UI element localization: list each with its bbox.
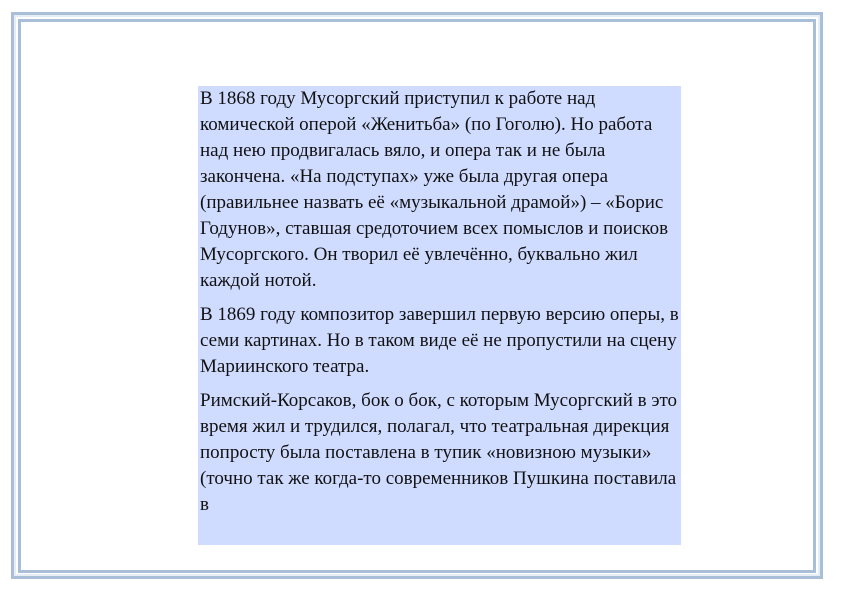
paragraph-1: В 1868 году Мусоргский приступил к работе над комической оперой «Женитьба» (по Гоголю). Но работа над нею продвигалась вяло, и опера так и не была закончена. «На подступах» уже была другая опера (правильнее назвать её «музыкальной драмой») – «Борис Годунов», ставшая средоточием всех помыслов и поисков Мусоргского. Он творил её увлечённо, буквально жил каждой нотой. [200,88,669,291]
slide-text-box [198,86,681,545]
paragraph-2: В 1869 году композитор завершил первую версию оперы, в семи картинах. Но в таком виде её не пропустили на сцену Мариинского театра. [200,304,679,377]
paragraph-3: Римский-Корсаков, бок о бок, с которым Мусоргский в это время жил и трудился, полагал, что театральная дирекция попросту была поставлена в тупик «новизною музыки» (точно так же когда-то современников Пушкина поставила в [200,390,678,515]
